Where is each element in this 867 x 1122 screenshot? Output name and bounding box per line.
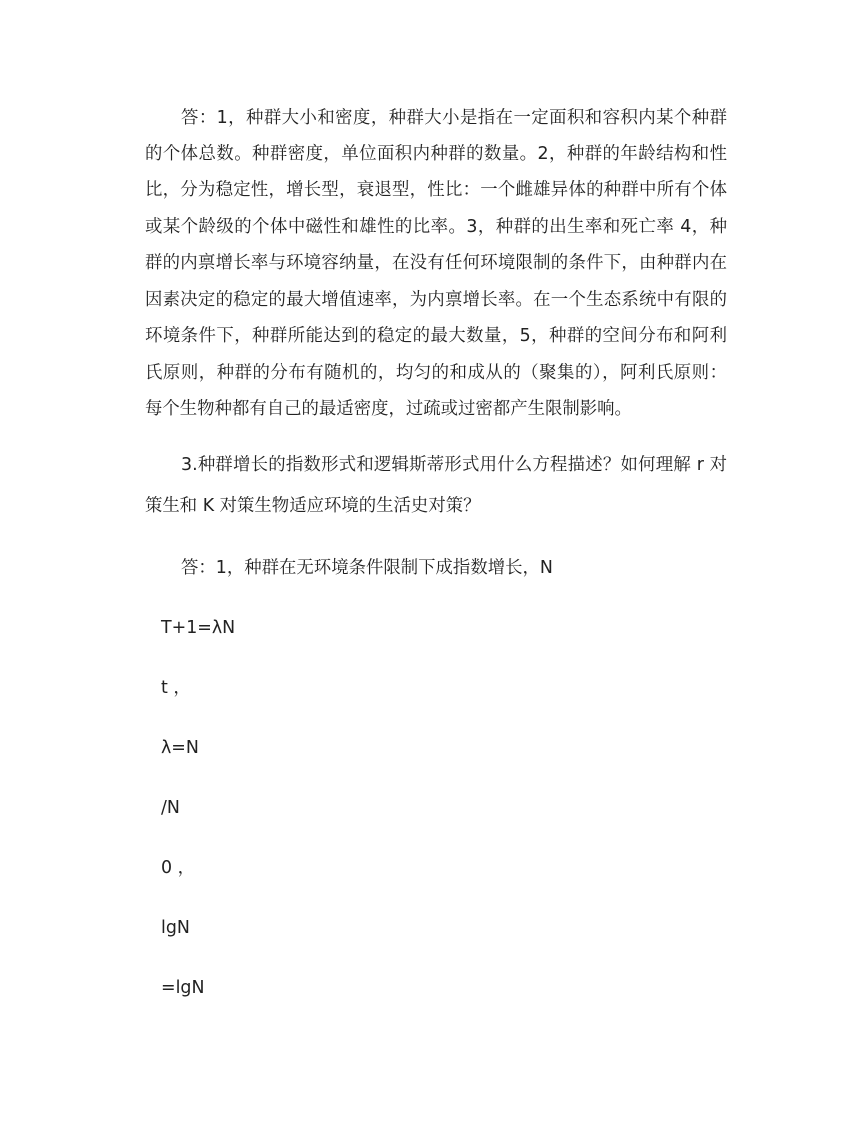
text-line: 答：1，种群在无环境条件限制下成指数增长，N	[181, 558, 553, 578]
formula-line: =lgN	[161, 978, 205, 998]
text-line: 策生和 K 对策生物适应环境的生活史对策？	[145, 496, 481, 516]
formula-line: t ，	[161, 678, 191, 698]
text-line: 每个生物种都有自己的最适密度，过疏或过密都产生限制影响。	[145, 399, 632, 419]
formula-line: lgN	[161, 918, 190, 938]
text-line: 比，分为稳定性，增长型，衰退型，性比：一个雌雄异体的种群中所有个体	[145, 180, 727, 200]
formula-line: /N	[161, 798, 180, 818]
text-line: 或某个龄级的个体中磁性和雄性的比率。3，种群的出生率和死亡率 4，种	[145, 217, 727, 237]
formula-line: T+1=λN	[161, 618, 236, 638]
text-line: 答：1，种群大小和密度，种群大小是指在一定面积和容积内某个种群	[181, 108, 727, 128]
text-line: 的个体总数。种群密度，单位面积内种群的数量。2，种群的年龄结构和性	[145, 144, 727, 164]
text-line: 3.种群增长的指数形式和逻辑斯蒂形式用什么方程描述？如何理解 r 对	[181, 455, 727, 475]
formula-line: 0 ，	[161, 858, 195, 878]
text-line: 因素决定的稳定的最大增值速率，为内禀增长率。在一个生态系统中有限的	[145, 290, 727, 310]
text-line: 环境条件下，种群所能达到的稳定的最大数量，5，种群的空间分布和阿利	[145, 326, 727, 346]
formula-line: λ=N	[161, 738, 199, 758]
text-line: 氏原则，种群的分布有随机的，均匀的和成从的（聚集的），阿利氏原则：	[145, 363, 727, 383]
text-line: 群的内禀增长率与环境容纳量，在没有任何环境限制的条件下，由种群内在	[145, 253, 727, 273]
